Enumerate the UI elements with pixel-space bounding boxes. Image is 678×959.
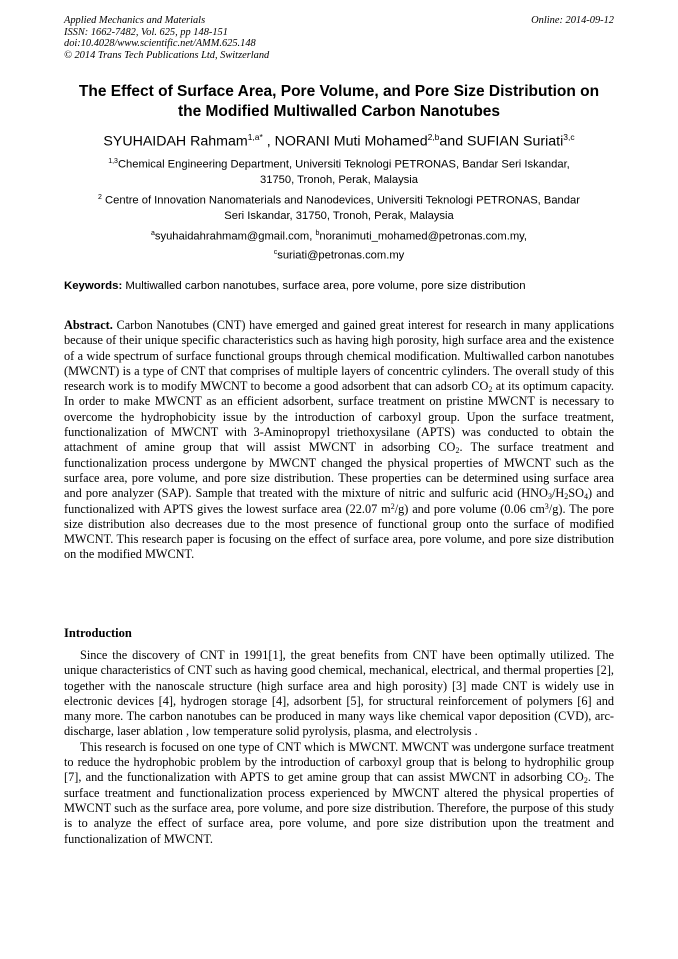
author-emails xyxy=(64,226,614,264)
abstract-text: /g) and pore volume (0.06 cm xyxy=(394,501,545,516)
journal-header xyxy=(64,15,269,61)
email-c: suriati@petronas.com.my xyxy=(277,249,405,262)
email-line-1 xyxy=(64,226,614,245)
section-heading-introduction: Introduction xyxy=(64,626,132,640)
email-line-2 xyxy=(64,245,614,264)
abstract-superscript: 2 xyxy=(390,501,395,511)
affiliation-2-text: Centre of Innovation Nanomaterials and Nanodevices, Universiti Teknologi PETRONAS, Bandar xyxy=(101,194,580,207)
journal-issn: ISSN: 1662-7482, Vol. 625, pp 148-151 xyxy=(64,26,228,38)
abstract-text: at its optimum capacity. In order to make MWCNT as an efficient adsorbent, surface treatment on pristine MWCNT is necessary to overcome the hydrophobicity issue by the introduction of carboxyl group. Upon the surface treatment, functionalization of MWCNT with 3-Aminopropyl triethoxysilane (APTS) was conducted to obtain the attachment of amine group that will assist MWCNT in adsorbing CO xyxy=(64,379,614,455)
abstract-text: . The surface treatment and functionalization process undergone by MWCNT changed the physical properties of MWCNT such as the surface area, pore volume, and pore size distribution. These properties can be determined using surface area and pore analyzer (SAP). Sample that treated with the mixture of nitric and sulfuric acid (HNO xyxy=(64,440,615,501)
author-2-marker: 2,b xyxy=(427,132,440,142)
keywords xyxy=(64,279,614,294)
affiliation-1-marker: 1,3 xyxy=(108,158,118,165)
paper-title xyxy=(54,82,624,121)
abstract-superscript: 3 xyxy=(544,501,549,511)
email-b: noranimuti_mohamed@petronas.com.my, xyxy=(319,230,528,243)
introduction-paragraph-2 xyxy=(64,740,614,847)
affiliation-1 xyxy=(64,154,614,188)
introduction-body xyxy=(64,648,614,847)
journal-name: Applied Mechanics and Materials xyxy=(64,15,206,26)
author-separator: and xyxy=(439,133,468,150)
abstract-text: /g). The pore size distribution also decreases due to the most presence of functional group onto the surface of modified MWCNT. This research paper is focusing on the effect of surface area, pore volume, and pore size distribution on the modified MWCNT. xyxy=(64,501,614,562)
introduction-paragraph-1: Since the discovery of CNT in 1991[1], the great benefits from CNT have been optimally utilized. The unique characteristics of CNT such as having good chemical, mechanical, electrical, and thermal properties [2], together with the nanoscale structure (high surface area and high porosity) [3] made CNT is widely use in electronic devices [4], hydrogen storage [4], adsorbent [5], for structural reinforcement of polymers [6] and many more. The carbon nanotubes can be produced in many ways like chemical vapor deposition (CVD), arc-discharge, laser ablation , low temperature solid pyrolysis, plasma, and electrolysis . xyxy=(64,648,614,739)
affiliation-2-line-1 xyxy=(64,190,614,209)
email-c-marker: c xyxy=(273,248,278,256)
introduction-subscript: 2 xyxy=(583,776,588,786)
author-3: SUFIAN Suriati xyxy=(467,133,564,150)
abstract xyxy=(64,318,614,563)
affiliation-1-line-1 xyxy=(64,154,614,173)
abstract-label: Abstract. xyxy=(64,318,113,332)
abstract-subscript: 2 xyxy=(455,446,460,456)
title-line-1: The Effect of Surface Area, Pore Volume, and Pore Size Distribution on xyxy=(78,83,600,100)
email-a: syuhaidahrahmam@gmail.com, xyxy=(154,230,316,243)
author-list xyxy=(40,128,638,151)
affiliation-1-line-2: 31750, Tronoh, Perak, Malaysia xyxy=(260,173,418,186)
abstract-text: ) and functionalized with APTS gives the lowest surface area (22.07 m xyxy=(64,486,614,516)
abstract-subscript: 4 xyxy=(583,492,588,502)
author-3-marker: 3,c xyxy=(563,132,575,142)
affiliation-2-marker: 2 xyxy=(98,194,102,201)
author-1-marker: 1,a* xyxy=(247,132,263,142)
online-date: Online: 2014-09-12 xyxy=(531,15,614,26)
abstract-text: SO xyxy=(568,486,584,501)
abstract-text: /H xyxy=(551,486,565,501)
journal-copyright: © 2014 Trans Tech Publications Ltd, Switzerland xyxy=(64,49,270,61)
introduction-text: . The surface treatment and functionalization process experienced by MWCNT altered the physical properties of MWCNT such as the surface area, pore volume, and pore size distribution. Therefore, the purpose of this study is to analyze the effect of surface area, pore volume, and pore size distribution upon the treatment and functionalization of MWCNT. xyxy=(64,770,615,846)
introduction-text: This research is focused on one type of CNT which is MWCNT. MWCNT was undergone surface treatment to reduce the hydrophobic problem by the introduction of carboxyl group that is belong to hydrophilic group [7], and the functionalization with APTS to get amine group that can assist MWCNT in adsorbing CO xyxy=(64,739,614,785)
keywords-text: Multiwalled carbon nanotubes, surface area, pore volume, pore size distribution xyxy=(122,280,526,292)
affiliation-2-line-2: Seri Iskandar, 31750, Tronoh, Perak, Malaysia xyxy=(224,209,454,222)
affiliation-1-text: Chemical Engineering Department, Universiti Teknologi PETRONAS, Bandar Seri Iskandar, xyxy=(117,158,570,171)
keywords-label: Keywords: xyxy=(64,280,123,292)
author-separator: , xyxy=(262,133,275,150)
abstract-subscript: 2 xyxy=(564,492,569,502)
author-1: SYUHAIDAH Rahmam xyxy=(103,133,248,150)
abstract-text: Carbon Nanotubes (CNT) have emerged and gained great interest for research in many applications because of their unique specific characteristics such as having high porosity, high surface area and the existence of a wide spectrum of surface functional groups through chemical modification. Multiwalled carbon nanotubes (MWCNT) is a type of CNT that comprises of multiple layers of concentric cylinders. The overall study of this research work is to modify MWCNT to become a good adsorbent that can adsorb CO xyxy=(64,318,614,394)
email-a-marker: a xyxy=(150,230,155,237)
journal-doi: doi:10.4028/www.scientific.net/AMM.625.148 xyxy=(64,38,256,50)
abstract-subscript: 3 xyxy=(547,492,552,502)
title-line-2: the Modified Multiwalled Carbon Nanotubes xyxy=(177,102,501,120)
author-2: NORANI Muti Mohamed xyxy=(274,133,428,150)
affiliation-2 xyxy=(64,190,614,224)
abstract-subscript: 2 xyxy=(488,385,493,395)
email-b-marker: b xyxy=(315,230,320,237)
